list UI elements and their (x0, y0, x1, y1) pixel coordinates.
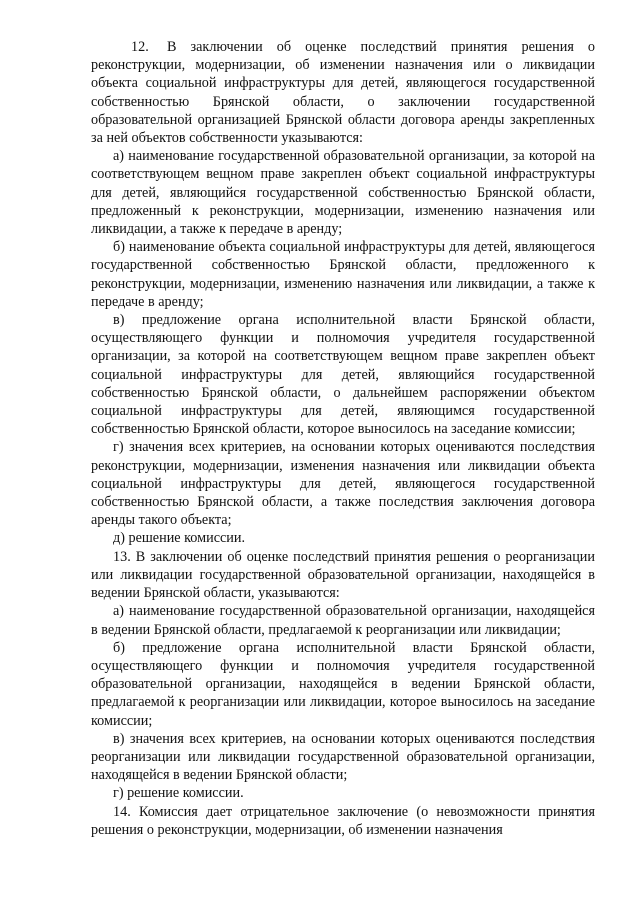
paragraph-number: 12. (131, 39, 149, 55)
paragraph-12-item-a: а) наименование государственной образовательной организации, за которой на соответствующем вещном праве закреплен объект социальной инфраструктуры для детей, являющийся государственной собственностью Брянской области, предложенный к реконструкции, модернизации, изменению назначения или ликвидации, а также к передаче в аренду; (91, 148, 595, 238)
paragraph-text: В заключении об оценке последствий принятия решения о реконструкции, модернизации, об изменении назначения или о ликвидации объекта социальной инфраструктуры для детей, являющегося государственной собственностью Брянской области, о заключении государственной образовательной организацией Брянской области договора аренды закрепленных за ней объектов собственности указываются: (91, 39, 595, 147)
paragraph-13-item-b: б) предложение органа исполнительной власти Брянской области, осуществляющего функции и полномочия учредителя государственной образовательной организации, находящейся в ведении Брянской области, предлагаемой к реорганизации или ликвидации, которое выносилось на заседание комиссии; (91, 639, 595, 729)
paragraph-13-item-v: в) значения всех критериев, на основании которых оцениваются последствия реорганизации или ликвидации государственной образовательной организации, находящейся в ведении Брянской области; (91, 730, 595, 784)
paragraph-13-item-g: г) решение комиссии. (113, 785, 244, 802)
document-body (91, 38, 595, 839)
paragraph-14: 14. Комиссия дает отрицательное заключение (о невозможности принятия решения о реконструкции, модернизации, об изменении назначения (91, 803, 595, 838)
paragraph-12-item-g: г) значения всех критериев, на основании которых оцениваются последствия реконструкции, модернизации, изменения назначения или ликвидации объекта социальной инфраструктуры для детей, являющегося государственной собственностью Брянской области, а также последствия заключения договора аренды такого объекта; (91, 439, 595, 529)
paragraph-12-item-d: д) решение комиссии. (113, 530, 246, 547)
paragraph-12-item-v: в) предложение органа исполнительной власти Брянской области, осуществляющего функции и полномочия учредителя государственной организации, за которой на соответствующем вещном праве закреплен объект социальной инфраструктуры для детей, являющийся государственной собственностью Брянской области, о дальнейшем распоряжении объектом социальной инфраструктуры для детей, являющимся государственной собственностью Брянской области, которое выносилось на заседание комиссии; (91, 312, 595, 438)
paragraph-13-item-a: а) наименование государственной образовательной организации, находящейся в ведении Брянской области, предлагаемой к реорганизации или ликвидации; (91, 603, 595, 638)
paragraph-12-item-b: б) наименование объекта социальной инфраструктуры для детей, являющегося государственной собственностью Брянской области, предложенного к реконструкции, модернизации, изменению назначения или ликвидации, а также к передаче в аренду; (91, 239, 595, 310)
paragraph-12 (91, 38, 595, 147)
paragraph-13: 13. В заключении об оценке последствий принятия решения о реорганизации или ликвидации государственной образовательной организации, находящейся в ведении Брянской области, указываются: (91, 548, 595, 602)
